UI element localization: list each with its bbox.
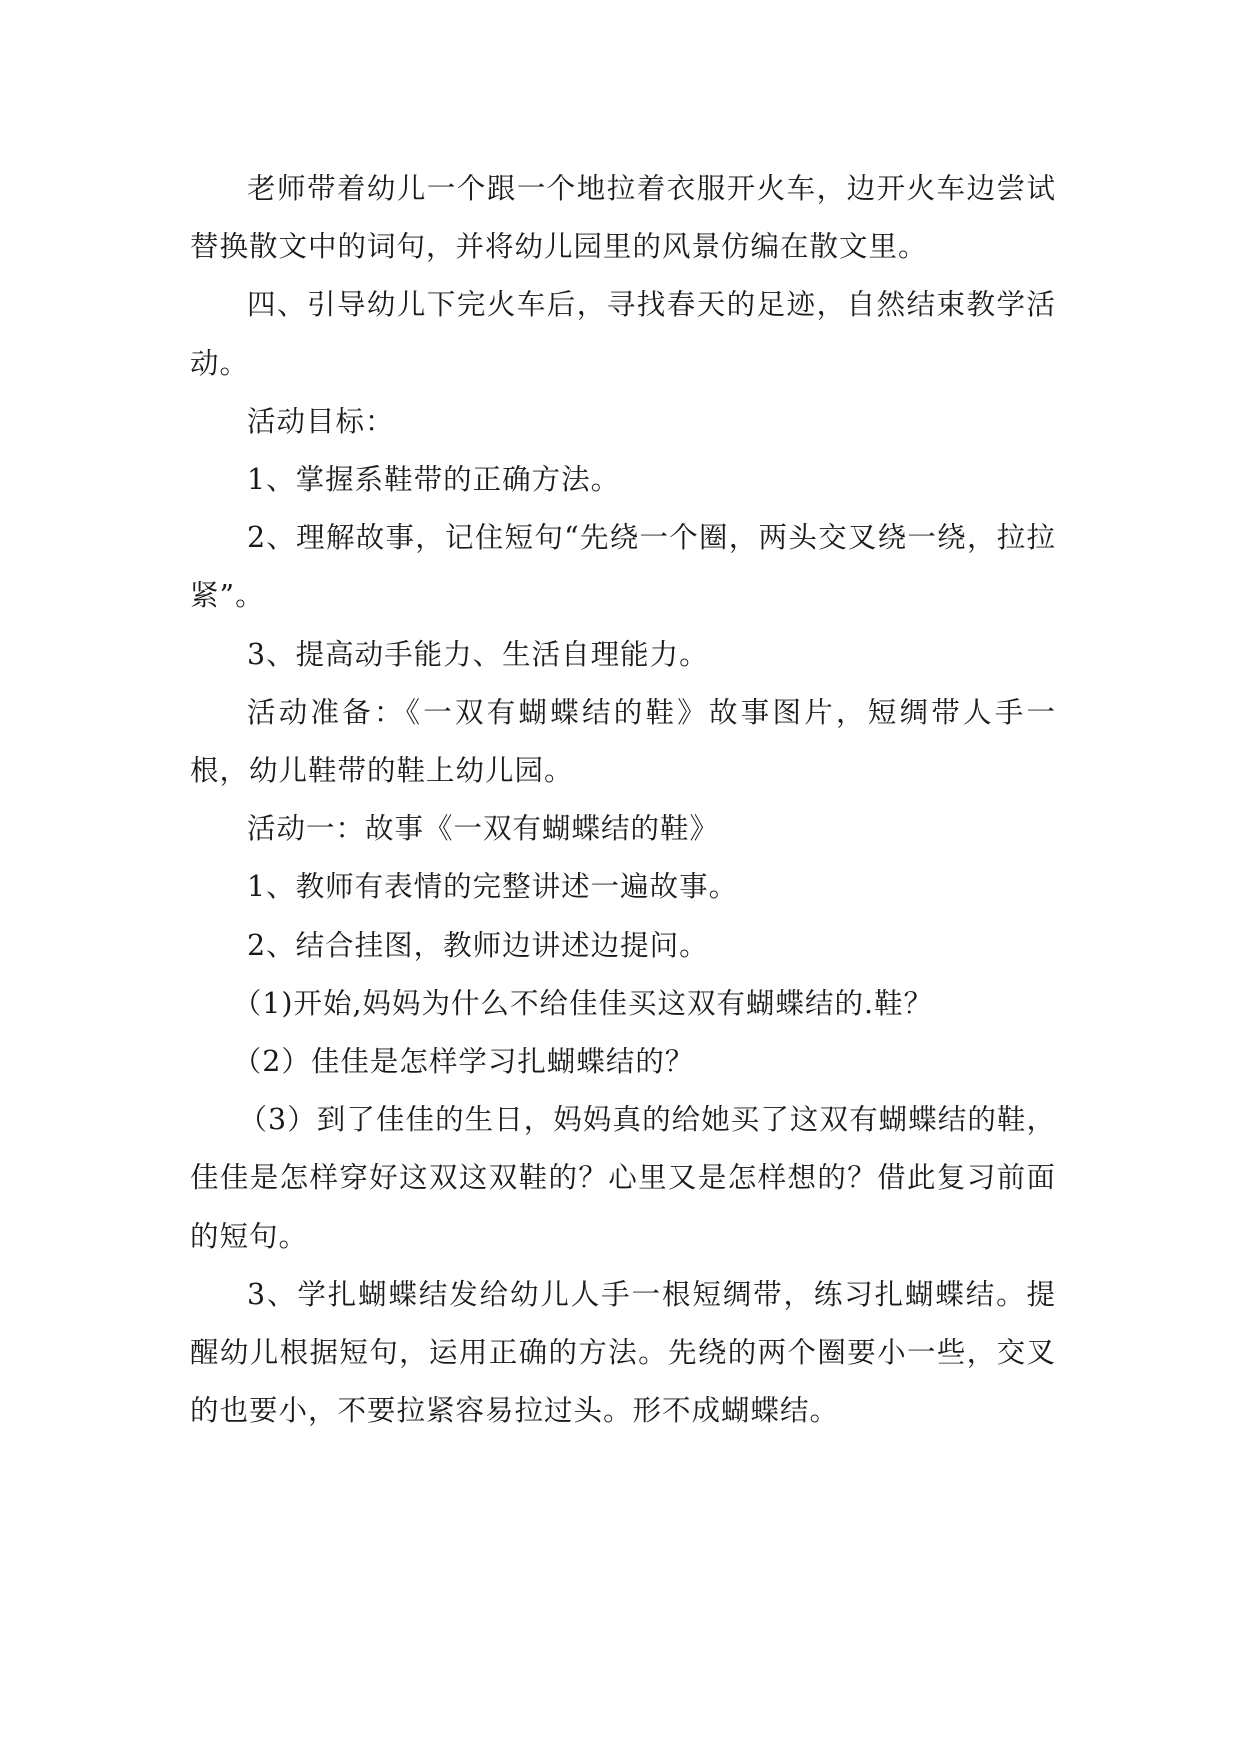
step-item-1: 1、教师有表情的完整讲述一遍故事。 (247, 870, 739, 904)
paragraph-activity-preparation: 活动准备：《一双有蝴蝶结的鞋》故事图片，短绸带人手一根，幼儿鞋带的鞋上幼儿园。 (190, 695, 1056, 788)
goal-item-1: 1、掌握系鞋带的正确方法。 (247, 463, 621, 497)
goal-item-3: 3、提高动手能力、生活自理能力。 (247, 637, 709, 671)
paragraph-train-game: 老师带着幼儿一个跟一个地拉着衣服开火车，边开火车边尝试替换散文中的词句，并将幼儿园里的风景仿编在散文里。 (190, 172, 1056, 264)
step-item-3: 3、学扎蝴蝶结发给幼儿人手一根短绸带，练习扎蝴蝶结。提醒幼儿根据短句，运用正确的方法。先绕的两个圈要小一些，交叉的也要小，不要拉紧容易拉过头。形不成蝴蝶结。 (190, 1277, 1056, 1428)
heading-activity-goals: 活动目标： (247, 404, 395, 438)
document-body (190, 160, 1056, 1440)
step-item-2: 2、结合挂图，教师边讲述边提问。 (247, 928, 709, 962)
goal-item-2: 2、理解故事，记住短句“先绕一个圈，两头交叉绕一绕，拉拉紧”。 (190, 521, 1056, 613)
heading-activity-one: 活动一：故事《一双有蝴蝶结的鞋》 (247, 812, 720, 846)
question-item-1: （1)开始,妈妈为什么不给佳佳买这双有蝴蝶结的.鞋？ (232, 986, 934, 1020)
question-item-3: （3）到了佳佳的生日，妈妈真的给她买了这双有蝴蝶结的鞋，佳佳是怎样穿好这双这双鞋的？心里又是怎样想的？借此复习前面的短句。 (190, 1103, 1056, 1253)
paragraph-step-four: 四、引导幼儿下完火车后，寻找春天的足迹，自然结束教学活动。 (190, 288, 1056, 380)
question-item-2: （2）佳佳是怎样学习扎蝴蝶结的？ (232, 1045, 695, 1079)
